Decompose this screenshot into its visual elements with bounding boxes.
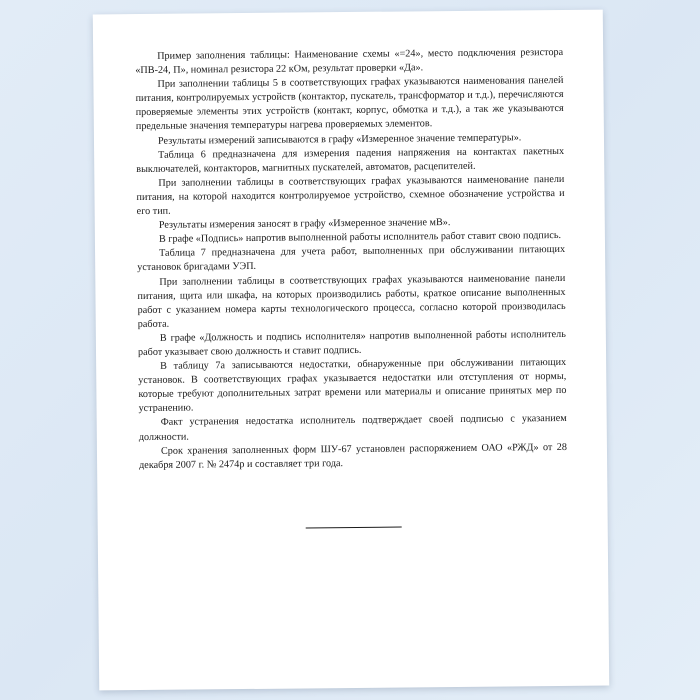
paragraph: При заполнении таблицы 5 в соответствующих графах указываются наименования панелей питания, контролируемых устройств (контактор, пускатель, трансформатор и т.д.), перечисляются проверяемые элементы этих устройств (контакт, корпус, обмотка и т.д.), а так же указываются предельные значения температуры нагрева проверяемых элементов. bbox=[135, 75, 564, 133]
paragraph: В графе «Должность и подпись исполнителя» напротив выполненной работы исполнитель работ указывает свою должность и ставит подпись. bbox=[137, 328, 566, 359]
document-text-body bbox=[135, 46, 567, 473]
paragraph: В графе «Подпись» напротив выполненной работы исполнитель работ ставит свою подпись. bbox=[158, 230, 562, 246]
section-divider bbox=[140, 513, 568, 535]
paragraph: При заполнении таблицы в соответствующих графах указываются наименование панели питания, щита или шкафа, на которых производились работы, краткое описание выполненных работ с указанием номера карты технологического процесса, согласно которой производилась работа. bbox=[137, 272, 566, 330]
paragraph: Результаты измерений записываются в графу «Измеренное значение температуры». bbox=[157, 131, 522, 147]
divider-rule bbox=[306, 525, 402, 528]
paragraph: Срок хранения заполненных форм ШУ-67 установлен распоряжением ОАО «РЖД» от 28 декабря 2007 г. № 2474р и составляет три года. bbox=[139, 441, 567, 471]
paragraph: Пример заполнения таблицы: Наименование схемы «=24», место подключения резистора «ПВ-24, П», номинал резистора 22 кОм, результат проверки «Да». bbox=[135, 46, 564, 77]
page-content-area bbox=[93, 10, 609, 691]
paragraph: Факт устранения недостатка исполнитель подтверждает своей подписью с указанием должности. bbox=[138, 413, 567, 443]
document-page bbox=[93, 10, 609, 691]
paragraph: Таблица 7 предназначена для учета работ, выполненных при обслуживании питающих установок бригадами УЭП. bbox=[137, 244, 566, 274]
paragraph: Таблица 6 предназначена для измерения падения напряжения на контактах пакетных выключателей, контакторов, магнитных пускателей, автоматов, расцепителей. bbox=[136, 145, 565, 175]
paragraph: При заполнении таблицы в соответствующих графах указываются наименование панели питания, на которой находится контролируемое устройство, схемное обозначение устройства и его тип. bbox=[136, 173, 565, 218]
paragraph: Результаты измерения заносят в графу «Измеренное значение мВ». bbox=[158, 217, 451, 231]
paragraph: В таблицу 7а записываются недостатки, обнаруженные при обслуживании питающих установок. В соответствующих графах указывается недостатки или отступления от нормы, которые требуют дополнительных затрат времени или материалы и описание принятых мер по устранению. bbox=[138, 356, 567, 415]
